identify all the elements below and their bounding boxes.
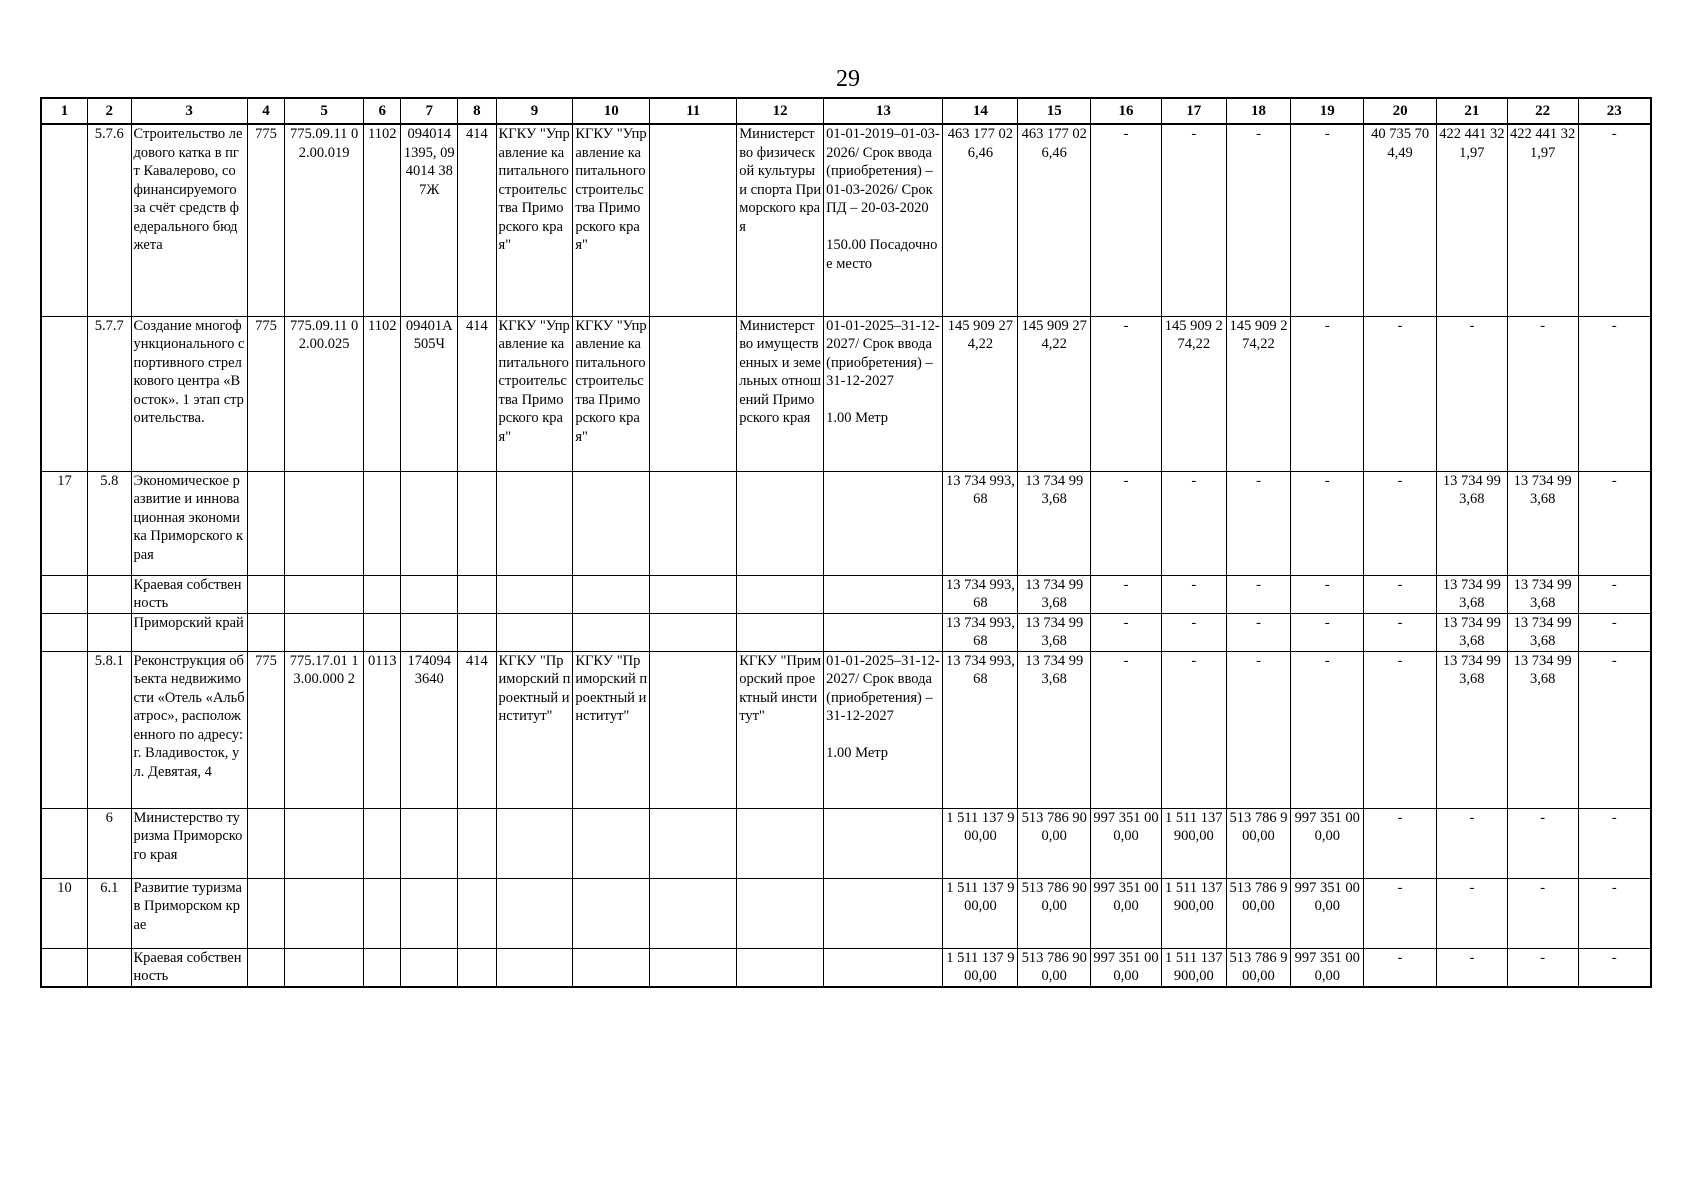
cell-col-12 (737, 471, 824, 575)
cell-col-17: - (1161, 575, 1226, 613)
cell-col-22: - (1507, 948, 1578, 987)
cell-col-11 (650, 613, 737, 651)
cell-col-22: 13 734 993,68 (1507, 613, 1578, 651)
cell-col-23: - (1578, 948, 1651, 987)
cell-col-10: КГКУ "Приморский проектный институт" (573, 651, 650, 808)
header-row (41, 98, 1651, 124)
cell-col-20: - (1364, 575, 1437, 613)
cell-col-23: - (1578, 651, 1651, 808)
cell-col-20: - (1364, 651, 1437, 808)
cell-col-23: - (1578, 878, 1651, 948)
cell-col-13 (824, 808, 943, 878)
cell-col-9 (496, 613, 573, 651)
cell-col-3: Строительство ледового катка в пгт Кавалерово, софинансируемого за счёт средств федерального бюджета (131, 124, 247, 316)
cell-col-7: 09401А 505Ч (401, 316, 458, 471)
cell-col-19: - (1291, 124, 1364, 316)
cell-col-14: 13 734 993,68 (943, 651, 1018, 808)
header-cell: 22 (1507, 98, 1578, 124)
cell-col-21: 13 734 993,68 (1436, 651, 1507, 808)
cell-col-7: 174094 3640 (401, 651, 458, 808)
budget-table (40, 97, 1652, 988)
cell-col-21: - (1436, 948, 1507, 987)
header-cell: 14 (943, 98, 1018, 124)
cell-col-10 (573, 613, 650, 651)
cell-col-13 (824, 878, 943, 948)
header-cell: 10 (573, 98, 650, 124)
cell-col-11 (650, 316, 737, 471)
cell-col-22: 422 441 321,97 (1507, 124, 1578, 316)
cell-col-20: 40 735 704,49 (1364, 124, 1437, 316)
cell-col-12: КГКУ "Приморский проектный институт" (737, 651, 824, 808)
cell-col-5: 775.09.11 02.00.025 (285, 316, 364, 471)
cell-col-12: Министерство имущественных и земельных отношений Приморского края (737, 316, 824, 471)
cell-col-2: 5.8 (88, 471, 131, 575)
cell-col-1 (41, 316, 88, 471)
cell-col-15: 463 177 026,46 (1018, 124, 1091, 316)
table-body (41, 98, 1651, 987)
cell-col-17: 1 511 137 900,00 (1161, 948, 1226, 987)
header-cell: 2 (88, 98, 131, 124)
cell-col-6 (364, 471, 401, 575)
cell-col-7: 094014 1395, 094014 387Ж (401, 124, 458, 316)
cell-col-21: - (1436, 878, 1507, 948)
cell-col-4 (247, 613, 284, 651)
cell-col-10: КГКУ "Управление капитального строительства Приморского края" (573, 316, 650, 471)
cell-col-9 (496, 948, 573, 987)
cell-col-8 (458, 878, 496, 948)
table-row (41, 651, 1651, 808)
cell-col-19: - (1291, 575, 1364, 613)
cell-col-3: Краевая собственность (131, 575, 247, 613)
cell-col-14: 1 511 137 900,00 (943, 948, 1018, 987)
cell-col-5 (285, 613, 364, 651)
cell-col-17: - (1161, 613, 1226, 651)
header-cell: 7 (401, 98, 458, 124)
header-cell: 20 (1364, 98, 1437, 124)
cell-col-2 (88, 575, 131, 613)
cell-col-17: 1 511 137 900,00 (1161, 808, 1226, 878)
cell-col-12 (737, 808, 824, 878)
cell-col-3: Развитие туризма в Приморском крае (131, 878, 247, 948)
header-cell: 19 (1291, 98, 1364, 124)
cell-col-18: 513 786 900,00 (1226, 878, 1291, 948)
cell-col-8 (458, 808, 496, 878)
cell-col-21: 13 734 993,68 (1436, 471, 1507, 575)
cell-col-2 (88, 613, 131, 651)
cell-col-19: 997 351 000,00 (1291, 808, 1364, 878)
cell-col-7 (401, 575, 458, 613)
cell-col-4: 775 (247, 316, 284, 471)
cell-col-3: Приморский край (131, 613, 247, 651)
cell-col-5 (285, 575, 364, 613)
cell-col-18: - (1226, 575, 1291, 613)
cell-col-19: - (1291, 613, 1364, 651)
cell-col-6 (364, 948, 401, 987)
cell-col-3: Экономическое развитие и инновационная экономика Приморского края (131, 471, 247, 575)
cell-col-15: 13 734 993,68 (1018, 651, 1091, 808)
cell-col-1: 17 (41, 471, 88, 575)
cell-col-6: 1102 (364, 124, 401, 316)
header-cell: 11 (650, 98, 737, 124)
header-cell: 18 (1226, 98, 1291, 124)
cell-col-11 (650, 124, 737, 316)
cell-col-18: - (1226, 124, 1291, 316)
cell-col-20: - (1364, 316, 1437, 471)
cell-col-3: Создание многофункционального спортивного стрелкового центра «Восток». 1 этап строительства. (131, 316, 247, 471)
header-cell: 5 (285, 98, 364, 124)
cell-col-16: - (1091, 316, 1162, 471)
cell-col-1 (41, 948, 88, 987)
cell-col-20: - (1364, 878, 1437, 948)
cell-col-22: - (1507, 808, 1578, 878)
header-cell: 12 (737, 98, 824, 124)
cell-col-5: 775.17.01 13.00.000 2 (285, 651, 364, 808)
cell-col-22: 13 734 993,68 (1507, 651, 1578, 808)
cell-col-11 (650, 575, 737, 613)
header-cell: 21 (1436, 98, 1507, 124)
table-row (41, 808, 1651, 878)
table-row (41, 471, 1651, 575)
cell-col-18: 145 909 274,22 (1226, 316, 1291, 471)
cell-col-16: - (1091, 471, 1162, 575)
cell-col-23: - (1578, 808, 1651, 878)
cell-col-20: - (1364, 613, 1437, 651)
cell-col-22: - (1507, 316, 1578, 471)
cell-col-1: 10 (41, 878, 88, 948)
cell-col-2 (88, 948, 131, 987)
cell-col-4: 775 (247, 651, 284, 808)
cell-col-17: 145 909 274,22 (1161, 316, 1226, 471)
cell-col-15: 13 734 993,68 (1018, 613, 1091, 651)
cell-col-7 (401, 613, 458, 651)
cell-col-14: 13 734 993,68 (943, 575, 1018, 613)
cell-col-8 (458, 471, 496, 575)
cell-col-10 (573, 948, 650, 987)
cell-col-3: Министерство туризма Приморского края (131, 808, 247, 878)
cell-col-13 (824, 613, 943, 651)
cell-col-7 (401, 471, 458, 575)
cell-col-7 (401, 808, 458, 878)
cell-col-9: КГКУ "Управление капитального строительства Приморского края" (496, 316, 573, 471)
header-cell: 15 (1018, 98, 1091, 124)
cell-col-15: 145 909 274,22 (1018, 316, 1091, 471)
cell-col-15: 513 786 900,00 (1018, 948, 1091, 987)
cell-col-14: 13 734 993,68 (943, 613, 1018, 651)
cell-col-2: 5.7.7 (88, 316, 131, 471)
cell-col-16: - (1091, 124, 1162, 316)
header-cell: 23 (1578, 98, 1651, 124)
cell-col-15: 513 786 900,00 (1018, 878, 1091, 948)
table-row (41, 575, 1651, 613)
cell-col-19: - (1291, 471, 1364, 575)
cell-col-18: 513 786 900,00 (1226, 948, 1291, 987)
cell-col-11 (650, 948, 737, 987)
cell-col-23: - (1578, 124, 1651, 316)
cell-col-5: 775.09.11 02.00.019 (285, 124, 364, 316)
cell-col-8 (458, 948, 496, 987)
cell-col-19: - (1291, 651, 1364, 808)
cell-col-16: - (1091, 575, 1162, 613)
cell-col-13: 01-01-2025–31-12-2027/ Срок ввода (приобретения) – 31-12-2027 1.00 Метр (824, 651, 943, 808)
header-cell: 4 (247, 98, 284, 124)
cell-col-4: 775 (247, 124, 284, 316)
cell-col-4 (247, 948, 284, 987)
cell-col-2: 6 (88, 808, 131, 878)
table-row (41, 316, 1651, 471)
cell-col-12: Министерство физической культуры и спорта Приморского края (737, 124, 824, 316)
cell-col-18: - (1226, 613, 1291, 651)
header-cell: 8 (458, 98, 496, 124)
cell-col-23: - (1578, 471, 1651, 575)
cell-col-11 (650, 651, 737, 808)
cell-col-10 (573, 878, 650, 948)
cell-col-12 (737, 878, 824, 948)
cell-col-10: КГКУ "Управление капитального строительства Приморского края" (573, 124, 650, 316)
cell-col-14: 1 511 137 900,00 (943, 808, 1018, 878)
header-cell: 3 (131, 98, 247, 124)
cell-col-2: 6.1 (88, 878, 131, 948)
cell-col-11 (650, 471, 737, 575)
cell-col-14: 1 511 137 900,00 (943, 878, 1018, 948)
cell-col-21: 422 441 321,97 (1436, 124, 1507, 316)
cell-col-14: 463 177 026,46 (943, 124, 1018, 316)
cell-col-5 (285, 808, 364, 878)
cell-col-9 (496, 575, 573, 613)
cell-col-18: - (1226, 651, 1291, 808)
cell-col-17: - (1161, 471, 1226, 575)
cell-col-1 (41, 808, 88, 878)
cell-col-3: Реконструкция объекта недвижимости «Отель «Альбатрос», расположенного по адресу: г. Владивосток, ул. Девятая, 4 (131, 651, 247, 808)
header-cell: 13 (824, 98, 943, 124)
cell-col-20: - (1364, 471, 1437, 575)
cell-col-4 (247, 808, 284, 878)
cell-col-11 (650, 808, 737, 878)
cell-col-19: 997 351 000,00 (1291, 948, 1364, 987)
cell-col-19: 997 351 000,00 (1291, 878, 1364, 948)
cell-col-1 (41, 575, 88, 613)
cell-col-20: - (1364, 948, 1437, 987)
cell-col-6 (364, 878, 401, 948)
cell-col-16: - (1091, 613, 1162, 651)
cell-col-23: - (1578, 575, 1651, 613)
cell-col-3: Краевая собственность (131, 948, 247, 987)
cell-col-21: 13 734 993,68 (1436, 575, 1507, 613)
cell-col-9 (496, 471, 573, 575)
table-row (41, 613, 1651, 651)
cell-col-17: - (1161, 651, 1226, 808)
cell-col-2: 5.8.1 (88, 651, 131, 808)
table-row (41, 948, 1651, 987)
cell-col-21: - (1436, 316, 1507, 471)
cell-col-13 (824, 575, 943, 613)
cell-col-21: - (1436, 808, 1507, 878)
cell-col-17: 1 511 137 900,00 (1161, 878, 1226, 948)
cell-col-8: 414 (458, 124, 496, 316)
cell-col-13: 01-01-2025–31-12-2027/ Срок ввода (приобретения) – 31-12-2027 1.00 Метр (824, 316, 943, 471)
cell-col-12 (737, 948, 824, 987)
cell-col-19: - (1291, 316, 1364, 471)
cell-col-11 (650, 878, 737, 948)
cell-col-15: 513 786 900,00 (1018, 808, 1091, 878)
cell-col-6 (364, 613, 401, 651)
cell-col-21: 13 734 993,68 (1436, 613, 1507, 651)
cell-col-8: 414 (458, 651, 496, 808)
cell-col-5 (285, 878, 364, 948)
cell-col-12 (737, 575, 824, 613)
cell-col-9 (496, 878, 573, 948)
cell-col-8: 414 (458, 316, 496, 471)
cell-col-14: 13 734 993,68 (943, 471, 1018, 575)
cell-col-6 (364, 808, 401, 878)
cell-col-8 (458, 575, 496, 613)
cell-col-10 (573, 808, 650, 878)
header-cell: 16 (1091, 98, 1162, 124)
cell-col-8 (458, 613, 496, 651)
header-cell: 17 (1161, 98, 1226, 124)
cell-col-22: 13 734 993,68 (1507, 471, 1578, 575)
cell-col-6: 0113 (364, 651, 401, 808)
cell-col-18: - (1226, 471, 1291, 575)
cell-col-6 (364, 575, 401, 613)
cell-col-7 (401, 948, 458, 987)
cell-col-4 (247, 878, 284, 948)
cell-col-2: 5.7.6 (88, 124, 131, 316)
cell-col-9 (496, 808, 573, 878)
header-cell: 1 (41, 98, 88, 124)
cell-col-5 (285, 948, 364, 987)
page-number: 29 (836, 66, 860, 92)
header-cell: 6 (364, 98, 401, 124)
cell-col-14: 145 909 274,22 (943, 316, 1018, 471)
cell-col-15: 13 734 993,68 (1018, 575, 1091, 613)
cell-col-15: 13 734 993,68 (1018, 471, 1091, 575)
cell-col-10 (573, 575, 650, 613)
cell-col-22: 13 734 993,68 (1507, 575, 1578, 613)
cell-col-9: КГКУ "Управление капитального строительства Приморского края" (496, 124, 573, 316)
cell-col-5 (285, 471, 364, 575)
header-cell: 9 (496, 98, 573, 124)
cell-col-9: КГКУ "Приморский проектный институт" (496, 651, 573, 808)
table-row (41, 124, 1651, 316)
cell-col-16: 997 351 000,00 (1091, 808, 1162, 878)
cell-col-23: - (1578, 316, 1651, 471)
cell-col-18: 513 786 900,00 (1226, 808, 1291, 878)
cell-col-1 (41, 651, 88, 808)
cell-col-22: - (1507, 878, 1578, 948)
cell-col-4 (247, 575, 284, 613)
cell-col-23: - (1578, 613, 1651, 651)
cell-col-16: 997 351 000,00 (1091, 878, 1162, 948)
cell-col-4 (247, 471, 284, 575)
cell-col-6: 1102 (364, 316, 401, 471)
cell-col-13 (824, 948, 943, 987)
cell-col-1 (41, 124, 88, 316)
cell-col-1 (41, 613, 88, 651)
cell-col-16: - (1091, 651, 1162, 808)
cell-col-16: 997 351 000,00 (1091, 948, 1162, 987)
cell-col-7 (401, 878, 458, 948)
cell-col-20: - (1364, 808, 1437, 878)
cell-col-13: 01-01-2019–01-03-2026/ Срок ввода (приобретения) – 01-03-2026/ Срок ПД – 20-03-2020 150.00 Посадочное место (824, 124, 943, 316)
cell-col-13 (824, 471, 943, 575)
table-row (41, 878, 1651, 948)
cell-col-10 (573, 471, 650, 575)
cell-col-12 (737, 613, 824, 651)
cell-col-17: - (1161, 124, 1226, 316)
